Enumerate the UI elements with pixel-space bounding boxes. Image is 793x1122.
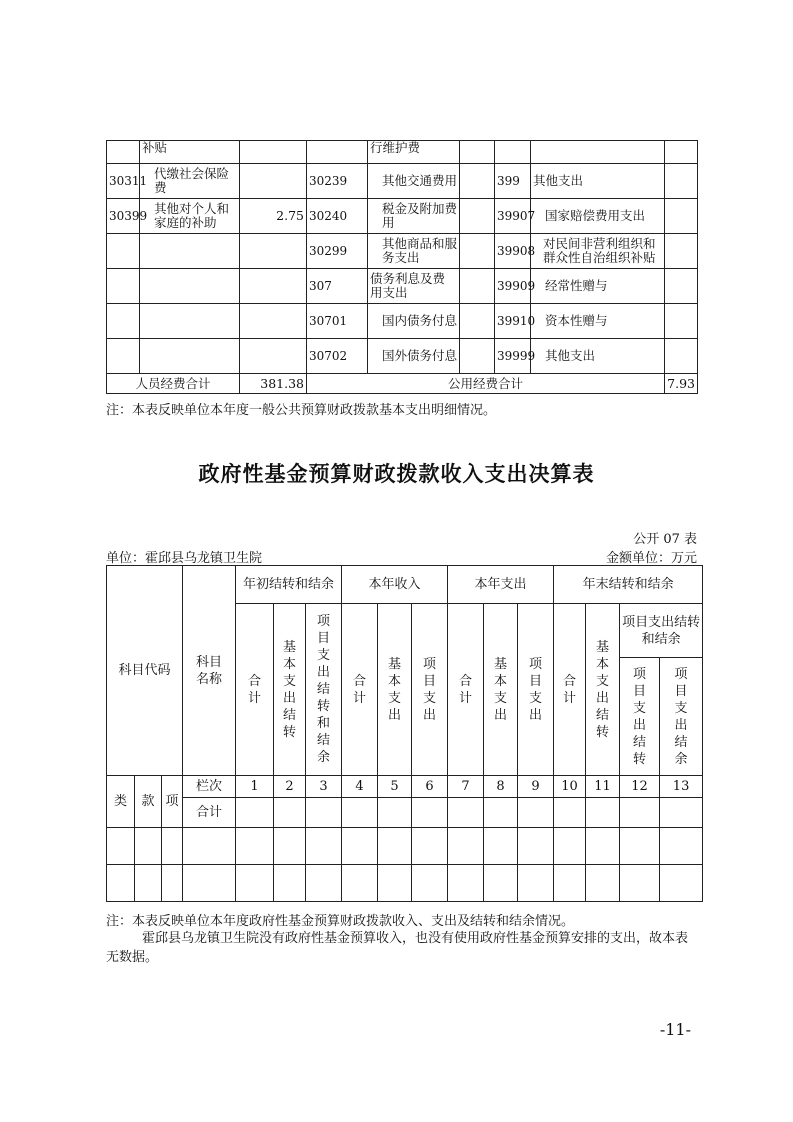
total-row: 合计 [107, 798, 703, 828]
table-row: 307 债务利息及费用支出 39909 经常性赠与 [107, 269, 698, 304]
header-name: 科目名称 [183, 566, 236, 776]
header-income: 本年收入 [342, 566, 448, 604]
table-row: 30311 代缴社会保险费 30239 其他交通费用 399 其他支出 [107, 164, 698, 199]
table-row [107, 141, 698, 164]
table-row [107, 828, 703, 865]
public-total-label: 公用经费合计 [307, 374, 665, 394]
table-row [107, 865, 703, 902]
personnel-total-label: 人员经费合计 [107, 374, 240, 394]
table-row: 30399 其他对个人和家庭的补助 2.75 30240 税金及附加费用 39907 国家赔偿费用支出 [107, 199, 698, 234]
public-total-value: 7.93 [665, 374, 698, 394]
header-expense: 本年支出 [448, 566, 554, 604]
page-number: -11- [659, 1020, 691, 1039]
table-cell: 补贴 [140, 141, 240, 164]
header-begin: 年初结转和结余 [236, 566, 342, 604]
fund-budget-table: 科目代码 科目名称 年初结转和结余 本年收入 本年支出 年末结转和结余 合计 基本支出结转 项目支出结转和结余 合计 基本支出 项目支出 合计 基本支出 项目支出 合计 基本支出结转 项目支出结转和结余 项目支出结转 项目支出结余 类 款 项 栏次 1 2 3 4 5 6 7 8 9 10 11 12 13 合计 [106, 565, 703, 902]
table-row: 30702 国外债务付息 39999 其他支出 [107, 339, 698, 374]
table-row: 30299 其他商品和服务支出 39908 对民间非营利组织和群众性自治组织补贴 [107, 234, 698, 269]
header-code: 科目代码 [107, 566, 183, 776]
page-title: 政府性基金预算财政拨款收入支出决算表 [198, 462, 595, 486]
table-cell: 行维护费 [368, 141, 460, 164]
basic-expense-table [106, 140, 698, 394]
amount-unit: 金额单位：万元 [605, 551, 697, 566]
header-row [107, 566, 703, 604]
summary-row [107, 374, 698, 394]
header-end: 年末结转和结余 [554, 566, 703, 604]
table-row: 30701 国内债务付息 39910 资本性赠与 [107, 304, 698, 339]
table-code: 公开 07 表 [633, 532, 697, 547]
note-no-data: 霍邱县乌龙镇卫生院没有政府性基金预算收入，也没有使用政府性基金预算安排的支出，故本表无数据。 [106, 931, 689, 965]
column-number-row: 类 款 项 栏次 1 2 3 4 5 6 7 8 9 10 11 12 13 [107, 776, 703, 798]
note-fund: 注：本表反映单位本年度政府性基金预算财政拨款收入、支出及结转和结余情况。 [106, 914, 575, 929]
personnel-total-value: 381.38 [240, 374, 307, 394]
unit-label: 单位：霍邱县乌龙镇卫生院 [106, 551, 263, 566]
note-basic-expense: 注：本表反映单位本年度一般公共预算财政拨款基本支出明细情况。 [106, 403, 497, 418]
